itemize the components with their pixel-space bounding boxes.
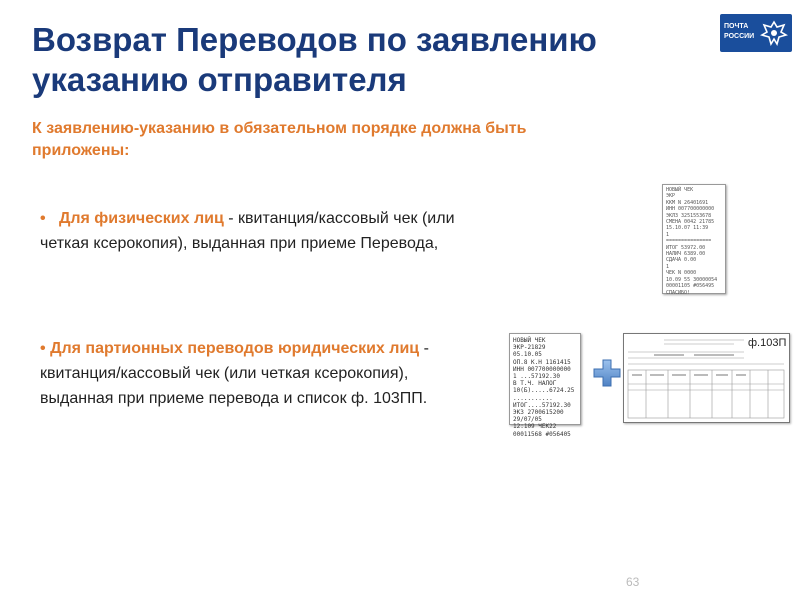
receipt-line: 05.10.05	[513, 351, 542, 359]
subtitle	[32, 118, 772, 162]
bullet-body: - квитанция/кассовый чек (или четкая ксерокопия), выданная при приеме Перевода,	[40, 210, 455, 252]
receipt-line: ...........	[513, 394, 553, 402]
eagle-emblem-icon	[760, 19, 788, 47]
receipt-line: 12:109 ЧЕК22	[513, 423, 557, 431]
receipt-line: 1 ...57192.30	[513, 373, 560, 381]
receipt-line: 10(Б).....6724.25	[513, 387, 575, 395]
receipt-line: СПАСИБО!	[666, 289, 691, 296]
receipt-line: 15.10.07 11:39	[666, 225, 709, 232]
receipt-line: ЭКЗ 2700615200	[513, 409, 564, 417]
receipt-line: 00001105 #056495	[666, 283, 715, 290]
receipt-line: ЭКР	[666, 193, 676, 200]
receipt-line: 1	[666, 231, 670, 238]
logo-text-line-1: ПОЧТА	[724, 23, 749, 30]
plus-icon	[592, 358, 622, 388]
receipt-line: ===============	[666, 238, 712, 245]
receipt-line: НАЛИЧ 6389.00	[666, 251, 706, 258]
receipt-line: ИНН 007700000000	[513, 365, 571, 373]
receipt-line: ОП.8 К.Н 1161415	[513, 358, 571, 366]
receipt-line: 1	[666, 263, 670, 270]
slide-title-line-1: Возврат Переводов по заявлению	[32, 21, 597, 58]
bullet-individuals	[40, 206, 460, 256]
receipt-line: ИТОГ 53972.00	[666, 244, 706, 251]
cash-receipt-image	[662, 184, 726, 294]
receipt-line: НОВЫЙ ЧЕК	[513, 337, 546, 344]
receipt-line: НОВЫЙ ЧЕК	[666, 187, 694, 193]
receipt-line: В Т.Ч. НАЛОГ	[513, 380, 557, 388]
slide-title-line-2: указанию отправителя	[32, 61, 407, 98]
batch-receipt-image	[509, 333, 581, 438]
bullet-body: - квитанция/кассовый чек (или четкая ксерокопия), выданная при приеме перевода и список ф. 103ПП.	[40, 340, 429, 407]
receipt-line: ККМ N 26401691	[666, 199, 709, 206]
receipt-line: 10.09 55 30000054	[666, 276, 718, 283]
form-label: ф.103П	[748, 337, 787, 349]
receipt-line: ИТОГ....57192.30	[513, 401, 571, 409]
bullet-head: Для партионных переводов юридических лиц	[50, 340, 420, 357]
receipt-line: ИНН 007700000000	[666, 206, 715, 213]
receipt-line: 29/07/05	[513, 416, 542, 424]
bullet-marker: •	[40, 340, 46, 357]
subtitle-line-2: приложены:	[32, 142, 130, 159]
bullet-head: Для физических лиц	[58, 210, 224, 227]
page-number: 63	[626, 575, 640, 589]
receipt-line: ЧЕК N 0000	[666, 270, 697, 277]
receipt-line: ЭКР-21829	[513, 344, 546, 352]
receipt-line: 00011568 #056405	[513, 430, 571, 438]
logo-text-line-2: РОССИИ	[724, 33, 755, 40]
bullet-marker: •	[40, 210, 46, 227]
receipt-line: ЭКЛЗ 3251553678	[666, 212, 712, 219]
russian-post-logo	[720, 14, 792, 52]
subtitle-line-1: К заявлению-указанию в обязательном порядке должна быть	[32, 120, 527, 137]
receipt-line: СМЕНА 0042 21785	[666, 219, 715, 226]
receipt-line: СДАЧА 0.00	[666, 257, 697, 264]
slide-title	[32, 20, 732, 100]
bullet-legal-entities	[40, 336, 460, 411]
